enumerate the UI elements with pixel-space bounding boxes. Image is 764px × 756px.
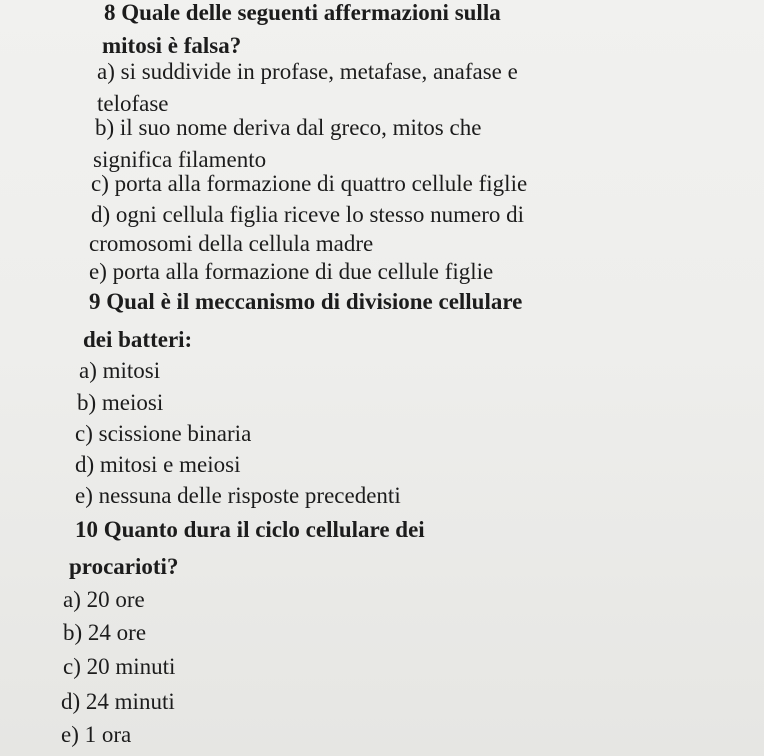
question-8-option-b-line-2: significa filamento xyxy=(93,147,267,172)
question-8-option-c: c) porta alla formazione di quattro cellule figlie xyxy=(91,171,528,196)
question-8-title-line-1: 8 Quale delle seguenti affermazioni sulla xyxy=(104,0,501,25)
question-8-option-d-line-1: d) ogni cellula figlia riceve lo stesso numero di xyxy=(91,202,525,227)
question-8-title-line-2: mitosi è falsa? xyxy=(102,33,242,58)
question-10-option-b: b) 24 ore xyxy=(63,620,147,645)
question-9-option-a: a) mitosi xyxy=(79,358,161,383)
question-8-option-b-line-1: b) il suo nome deriva dal greco, mitos che xyxy=(95,115,482,140)
question-8-option-e: e) porta alla formazione di due cellule figlie xyxy=(89,259,494,284)
question-8-option-d-line-2: cromosomi della cellula madre xyxy=(89,231,374,256)
question-9-option-d: d) mitosi e meiosi xyxy=(75,452,241,477)
question-9-title-line-2: dei batteri: xyxy=(83,327,193,352)
question-8-option-a-line-1: a) si suddivide in profase, metafase, anafase e xyxy=(97,59,518,84)
question-10-title-line-1: 10 Quanto dura il ciclo cellulare dei xyxy=(75,517,425,542)
question-10-option-c: c) 20 minuti xyxy=(63,654,176,679)
question-9-option-c: c) scissione binaria xyxy=(75,421,252,446)
question-10-option-a: a) 20 ore xyxy=(63,587,145,612)
question-8-option-a-line-2: telofase xyxy=(97,91,169,116)
question-9-title-line-1: 9 Qual è il meccanismo di divisione cellulare xyxy=(89,289,523,314)
question-10-title-line-2: procarioti? xyxy=(69,554,179,579)
question-10-option-e: e) 1 ora xyxy=(61,722,132,747)
question-9-option-e: e) nessuna delle risposte precedenti xyxy=(75,483,401,508)
question-9-option-b: b) meiosi xyxy=(77,390,164,415)
question-10-option-d: d) 24 minuti xyxy=(61,689,175,714)
